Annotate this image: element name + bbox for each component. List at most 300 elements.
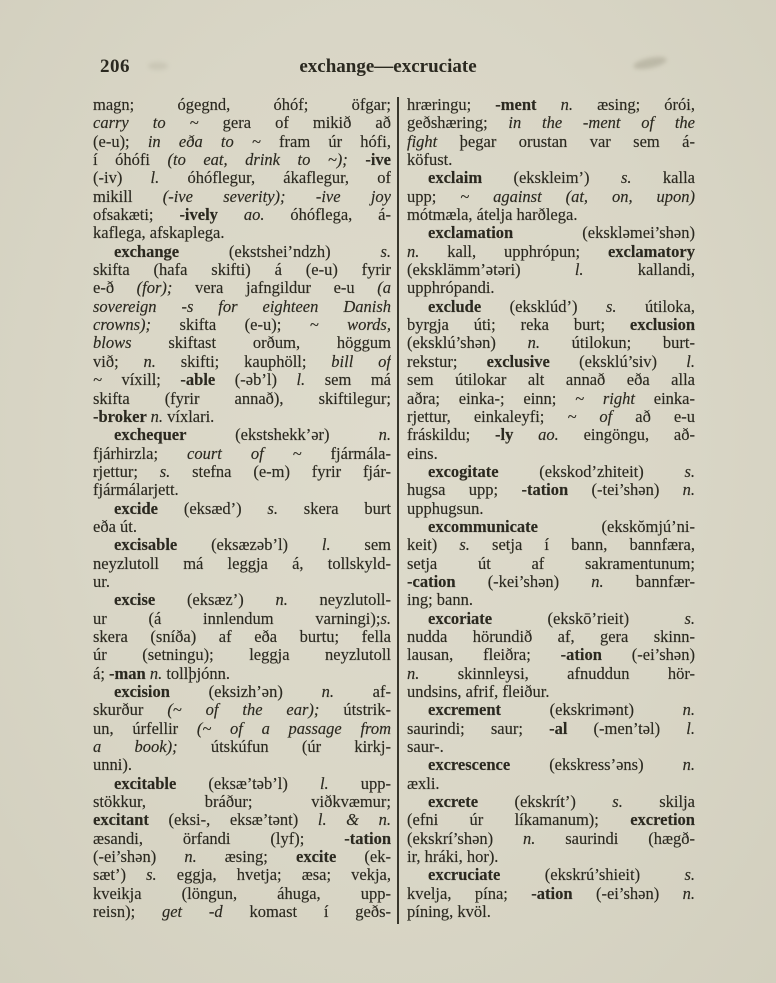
italic-text: in the -ment of the — [508, 114, 695, 133]
text-line — [93, 518, 391, 536]
text-line — [93, 261, 391, 279]
text-line — [93, 866, 391, 884]
bold-text: excrete — [428, 793, 515, 812]
body-text: þegar orustan var sem á- — [437, 132, 695, 151]
text-line — [93, 738, 391, 756]
bold-text: exclamation — [428, 224, 583, 243]
body-text: útiloka, — [616, 297, 695, 316]
body-text: saur-. — [407, 738, 444, 757]
text-line — [407, 390, 695, 408]
text-line — [93, 298, 391, 316]
body-text: (-men’təl) — [593, 719, 687, 738]
body-text: geðshæring; — [407, 114, 509, 133]
body-text: útstrik- — [319, 701, 391, 720]
body-text: köfust. — [407, 151, 453, 170]
body-text: (ekskrimənt) — [549, 701, 683, 720]
body-text: stefna (e-m) fyrir fjár- — [170, 462, 391, 481]
italic-text: n. — [378, 426, 391, 445]
body-text: (efni úr líkamanum); — [407, 811, 631, 830]
italic-text: n. — [407, 664, 420, 683]
body-text: (eksizh’ən) — [208, 683, 322, 701]
bold-text: excide — [114, 499, 184, 518]
italic-text: ~ words, — [309, 316, 391, 335]
right-text-column — [407, 96, 695, 921]
body-text: (ekskrú’shieit) — [544, 866, 685, 885]
italic-text: ao. — [243, 206, 265, 225]
body-text: sæt’) — [93, 866, 147, 885]
bold-text: -al — [549, 719, 594, 738]
bold-text: excitable — [114, 774, 209, 793]
text-line — [407, 334, 695, 352]
text-line — [407, 701, 695, 719]
text-line — [93, 793, 391, 811]
body-text: (ekstshekk’ər) — [235, 426, 379, 445]
text-line — [93, 481, 391, 499]
bold-text: -tation — [344, 829, 391, 848]
text-line — [93, 188, 391, 206]
italic-text: blows — [93, 334, 132, 353]
body-text: (ekskrít’) — [514, 793, 613, 812]
bold-text: exclusive — [486, 352, 580, 371]
text-line — [93, 848, 391, 866]
body-text: skurður — [93, 701, 168, 720]
text-line — [93, 390, 391, 408]
body-text: skinnleysi, afnuddun hör- — [419, 664, 695, 683]
text-line — [407, 793, 695, 811]
body-text: (ekskləmei’shən) — [582, 224, 695, 243]
italic-text: ~ — [93, 371, 102, 390]
italic-text: l. — [686, 352, 695, 371]
text-line — [93, 775, 391, 793]
body-text: (eksklú’siv) — [579, 352, 687, 371]
body-text: unni). — [93, 756, 132, 775]
bold-text: excite — [296, 848, 365, 867]
italic-text: (~ of the ear); — [167, 701, 320, 720]
italic-text: in eða to ~ — [147, 132, 261, 151]
body-text: keit) — [407, 536, 460, 555]
text-line — [407, 628, 695, 646]
body-text: (ekskō’rieit) — [547, 609, 685, 628]
text-line — [93, 243, 391, 261]
text-line — [93, 573, 391, 591]
text-line — [407, 591, 695, 609]
italic-text: s. — [684, 866, 695, 885]
italic-text: s. — [684, 462, 695, 481]
bold-text: -ively — [179, 206, 244, 225]
bold-text: exchange — [114, 242, 229, 261]
body-text: setja út af sakramentunum; — [407, 554, 695, 573]
bold-text: excision — [114, 683, 209, 701]
italic-text: n. — [682, 756, 695, 775]
italic-text: n. — [184, 848, 197, 867]
text-line — [93, 646, 391, 664]
body-text: undsins, afrif, fleiður. — [407, 683, 550, 701]
body-text: komast í geðs- — [222, 903, 391, 922]
italic-text: l. — [321, 536, 331, 555]
text-line — [407, 720, 695, 738]
italic-text: sovereign -s for eighteen Danish — [93, 297, 391, 316]
bold-text: exclusion — [629, 316, 695, 335]
body-text: mikill — [93, 187, 163, 206]
body-text: sem útilokar alt annað eða alla — [407, 371, 695, 390]
bold-text: -ly — [495, 426, 539, 445]
text-line — [93, 885, 391, 903]
text-line — [407, 848, 695, 866]
body-text: skifta (hafa skifti) á (e-u) fyrir — [93, 261, 391, 280]
italic-text: (-ive severity); -ive joy — [162, 187, 391, 206]
text-line — [407, 866, 695, 884]
body-text: stökkur, bráður; viðkvæmur; — [93, 793, 391, 812]
italic-text: n. — [682, 884, 695, 903]
body-text: einka- — [634, 389, 695, 408]
italic-text: a book); — [93, 738, 178, 757]
bold-text: -ation — [560, 646, 632, 665]
italic-text: ~ of — [567, 407, 613, 426]
text-line — [93, 334, 391, 352]
bold-text: -able — [180, 371, 235, 390]
body-text: kall, upphrópun; — [419, 242, 608, 261]
body-text: (e-u); — [93, 132, 148, 151]
text-line — [407, 298, 695, 316]
text-line — [407, 316, 695, 334]
italic-text: s. — [380, 242, 391, 261]
body-text: (ekskleim’) — [513, 169, 621, 188]
text-line — [93, 371, 391, 389]
text-line — [93, 445, 391, 463]
body-text: óhóflega, á- — [264, 206, 391, 225]
body-text: un, úrfellir — [93, 719, 197, 738]
text-line — [93, 903, 391, 921]
italic-text: ~ right — [575, 389, 635, 408]
body-text: æsing; órói, — [572, 96, 695, 114]
bold-text: excogitate — [428, 462, 540, 481]
italic-text: l. — [150, 169, 160, 188]
bold-text: excise — [114, 591, 187, 610]
body-text: bannfær- — [603, 572, 695, 591]
bold-text: exclude — [428, 297, 510, 316]
text-line — [407, 646, 695, 664]
italic-text: n. — [275, 591, 288, 610]
text-line — [93, 463, 391, 481]
column-divider-rule — [397, 97, 399, 924]
text-line — [407, 555, 695, 573]
italic-text: n. — [591, 572, 604, 591]
body-text: (-tei’shən) — [591, 481, 683, 500]
body-text: gera of mikið að — [198, 114, 391, 133]
body-text: skifta (fyrir annað), skiftilegur; — [93, 389, 391, 408]
italic-text: s. — [684, 609, 695, 628]
body-text: æsing; — [196, 848, 296, 867]
page-header — [0, 56, 776, 80]
text-line — [407, 830, 695, 848]
text-line — [407, 188, 695, 206]
text-line — [407, 224, 695, 242]
text-line — [93, 811, 391, 829]
text-line — [93, 701, 391, 719]
body-text: (-ei’shən) — [595, 884, 683, 903]
body-text: rjettur, einkaleyfi; — [407, 407, 568, 426]
bold-text: exclaim — [428, 169, 514, 188]
text-line — [93, 96, 391, 114]
italic-text: (to eat, drink to ~); — [167, 151, 348, 170]
italic-text: s. — [612, 793, 623, 812]
italic-text: ao. — [538, 426, 559, 445]
italic-text: n. — [682, 481, 695, 500]
bold-text: -man — [109, 664, 150, 683]
italic-text: get -d — [161, 903, 223, 922]
page-number: 206 — [100, 56, 130, 77]
body-text: skifti; kauphöll; — [155, 352, 332, 371]
body-text: (eksæd’) — [183, 499, 268, 518]
text-line — [407, 243, 695, 261]
italic-text: fight — [407, 132, 438, 151]
italic-text: bill of — [331, 352, 391, 371]
bold-text: excretion — [630, 811, 695, 830]
body-text: eingöngu, að- — [558, 426, 695, 445]
body-text: mótmæla, átelja harðlega. — [407, 206, 578, 225]
body-text: fjármála- — [301, 444, 391, 463]
text-line — [93, 555, 391, 573]
body-text: óhóflegur, ákaflegur, of — [159, 169, 391, 188]
text-line — [407, 610, 695, 628]
text-line — [93, 426, 391, 444]
bold-text: -ation — [531, 884, 596, 903]
body-text: hugsa upp; — [407, 481, 522, 500]
bold-text: excisable — [114, 536, 212, 555]
body-text: víxlari. — [162, 407, 215, 426]
text-line — [407, 518, 695, 536]
bold-text: excrescence — [428, 756, 550, 775]
body-text: útskúfun (úr kirkj- — [177, 738, 391, 757]
text-line — [93, 628, 391, 646]
text-line — [93, 756, 391, 774]
italic-text: n. — [149, 664, 163, 683]
italic-text: crowns); — [93, 316, 152, 335]
body-text: skera (sníða) af eða burtu; fella — [93, 627, 391, 646]
text-line — [407, 665, 695, 683]
body-text: (-əb’l) — [234, 371, 297, 390]
italic-text: court of ~ — [187, 444, 302, 463]
body-text: nudda hörundið af, gera skinn- — [407, 627, 695, 646]
body-text: ur (á innlendum varningi); — [93, 609, 381, 628]
italic-text: (a — [377, 279, 391, 298]
text-line — [407, 481, 695, 499]
body-text: eggja, hvetja; æsa; vekja, — [156, 866, 391, 885]
body-text: (eksklúd’) — [509, 297, 606, 316]
body-text: æsandi, örfandi (lyf); — [93, 829, 345, 848]
italic-text: s. — [606, 297, 617, 316]
italic-text: n. — [560, 96, 573, 114]
bold-text: -broker — [93, 407, 151, 426]
body-text: (eksæ’təb’l) — [208, 774, 320, 793]
body-text: upp; — [407, 187, 461, 206]
text-line — [407, 96, 695, 114]
bold-text: excommunicate — [428, 517, 602, 536]
body-text: af- — [333, 683, 391, 701]
italic-text: s. — [267, 499, 278, 518]
text-line — [93, 279, 391, 297]
body-text: ir, hráki, hor). — [407, 848, 499, 867]
bold-text: -ive — [347, 151, 391, 170]
text-line — [93, 610, 391, 628]
body-text: sem má — [305, 371, 391, 390]
running-head-title: exchange—excruciate — [299, 56, 477, 77]
text-line — [407, 371, 695, 389]
text-line — [407, 775, 695, 793]
body-text: saurindi (hægð- — [535, 829, 695, 848]
body-text: kalla — [631, 169, 695, 188]
body-text: ing; bann. — [407, 591, 473, 610]
text-line — [93, 151, 391, 169]
italic-text: n. — [150, 407, 163, 426]
body-text: kaflega, afskaplega. — [93, 224, 225, 243]
italic-text: s. — [380, 609, 391, 628]
italic-text: n. — [682, 701, 695, 720]
body-text: hræringu; — [407, 96, 496, 114]
body-text: fráskildu; — [407, 426, 496, 445]
text-line — [407, 445, 695, 463]
body-text: neyzlutoll- — [287, 591, 391, 610]
body-text: (-ei’shən) — [631, 646, 695, 665]
body-text: eins. — [407, 444, 438, 463]
text-line — [407, 426, 695, 444]
italic-text: l. — [296, 371, 306, 390]
italic-text: s. — [459, 536, 470, 555]
italic-text: s. — [159, 462, 171, 481]
body-text: upphugsun. — [407, 499, 484, 518]
text-line — [407, 683, 695, 701]
italic-text: l. & n. — [317, 811, 391, 830]
body-text: skifta (e-u); — [151, 316, 310, 335]
italic-text: n. — [407, 242, 420, 261]
italic-text: (~ of a passage from — [196, 719, 391, 738]
text-line — [407, 738, 695, 756]
text-line — [407, 169, 695, 187]
text-line — [407, 536, 695, 554]
body-text: aðra; einka-; einn; — [407, 389, 576, 408]
bold-text: exchequer — [114, 426, 236, 445]
italic-text: l. — [686, 719, 695, 738]
body-text: ur. — [93, 572, 110, 591]
bold-text: excrement — [428, 701, 550, 720]
text-line — [407, 261, 695, 279]
body-text: skera burt — [277, 499, 391, 518]
body-text: píning, kvöl. — [407, 903, 491, 922]
italic-text: n. — [143, 352, 156, 371]
body-text: víxill; — [101, 371, 181, 390]
text-line — [93, 830, 391, 848]
bold-text: excoriate — [428, 609, 548, 628]
body-text: (ekskod’zhiteit) — [539, 462, 685, 481]
text-line — [93, 408, 391, 426]
body-text: kveikja (löngun, áhuga, upp- — [93, 884, 391, 903]
bold-text: -tation — [521, 481, 592, 500]
text-line — [93, 665, 391, 683]
text-line — [93, 316, 391, 334]
body-text: fjárhirzla; — [93, 444, 188, 463]
text-line — [407, 903, 695, 921]
text-line — [93, 591, 391, 609]
body-text: (-iv) — [93, 169, 151, 188]
body-text: saurindi; saur; — [407, 719, 550, 738]
body-text: ofsakæti; — [93, 206, 180, 225]
body-text: e-ð — [93, 279, 137, 298]
text-line — [407, 206, 695, 224]
italic-text: s. — [146, 866, 157, 885]
bold-text: -cation — [407, 572, 488, 591]
italic-text: l. — [574, 261, 584, 280]
text-line — [93, 720, 391, 738]
body-text: setja í bann, bannfæra, — [469, 536, 695, 555]
text-line — [93, 224, 391, 242]
italic-text: n. — [321, 683, 334, 701]
text-line — [407, 885, 695, 903]
text-line — [93, 114, 391, 132]
text-line — [93, 536, 391, 554]
body-text: (eksæz’) — [186, 591, 276, 610]
italic-text: s. — [620, 169, 632, 188]
body-text: (eksæzəb’l) — [211, 536, 322, 555]
bold-text: -ment — [495, 96, 561, 114]
body-text: tollþjónn. — [162, 664, 231, 683]
body-text: upphrópandi. — [407, 279, 495, 298]
body-text: úr (setningu); leggja neyzlutoll — [93, 646, 391, 665]
text-line — [407, 279, 695, 297]
body-text: (-kei’shən) — [487, 572, 592, 591]
body-text: rekstur; — [407, 352, 487, 371]
text-line — [407, 133, 695, 151]
text-line — [93, 206, 391, 224]
body-text: að e-u — [612, 407, 695, 426]
italic-text: l. — [319, 774, 329, 793]
bold-text: exclamatory — [607, 242, 695, 261]
body-text: (eksi-, eksæ’tənt) — [168, 811, 318, 830]
body-text: neyzlutoll má leggja á, tollskyld- — [93, 554, 391, 573]
italic-text: carry to ~ — [93, 114, 199, 133]
left-text-column — [93, 96, 391, 921]
text-line — [93, 133, 391, 151]
body-text: lausan, fleiðra; — [407, 646, 561, 665]
body-text: við; — [93, 352, 144, 371]
body-text: sem — [330, 536, 391, 555]
italic-text: n. — [527, 334, 540, 353]
italic-text: (for); — [136, 279, 173, 298]
text-line — [407, 114, 695, 132]
text-line — [407, 573, 695, 591]
text-line — [407, 353, 695, 371]
body-text: kvelja, pína; — [407, 884, 532, 903]
text-line — [93, 169, 391, 187]
text-line — [407, 500, 695, 518]
italic-text: n. — [523, 829, 536, 848]
body-text: (ekskress’əns) — [549, 756, 683, 775]
body-text: (ekstshei’ndzh) — [228, 242, 381, 261]
text-line — [407, 408, 695, 426]
body-text: á; — [93, 664, 110, 683]
body-text: fram úr hófi, — [260, 132, 391, 151]
body-text: (-ei’shən) — [93, 848, 185, 867]
text-line — [93, 683, 391, 701]
body-text: (eksklú’shən) — [407, 334, 528, 353]
body-text: (eksklämm’ətəri) — [407, 261, 575, 280]
text-line — [407, 463, 695, 481]
bold-text: excitant — [93, 811, 169, 830]
text-line — [407, 756, 695, 774]
body-text: magn; ógegnd, óhóf; öfgar; — [93, 96, 391, 114]
body-text: (ekskrí’shən) — [407, 829, 523, 848]
text-line — [93, 500, 391, 518]
italic-text: ~ against (at, on, upon) — [460, 187, 695, 206]
